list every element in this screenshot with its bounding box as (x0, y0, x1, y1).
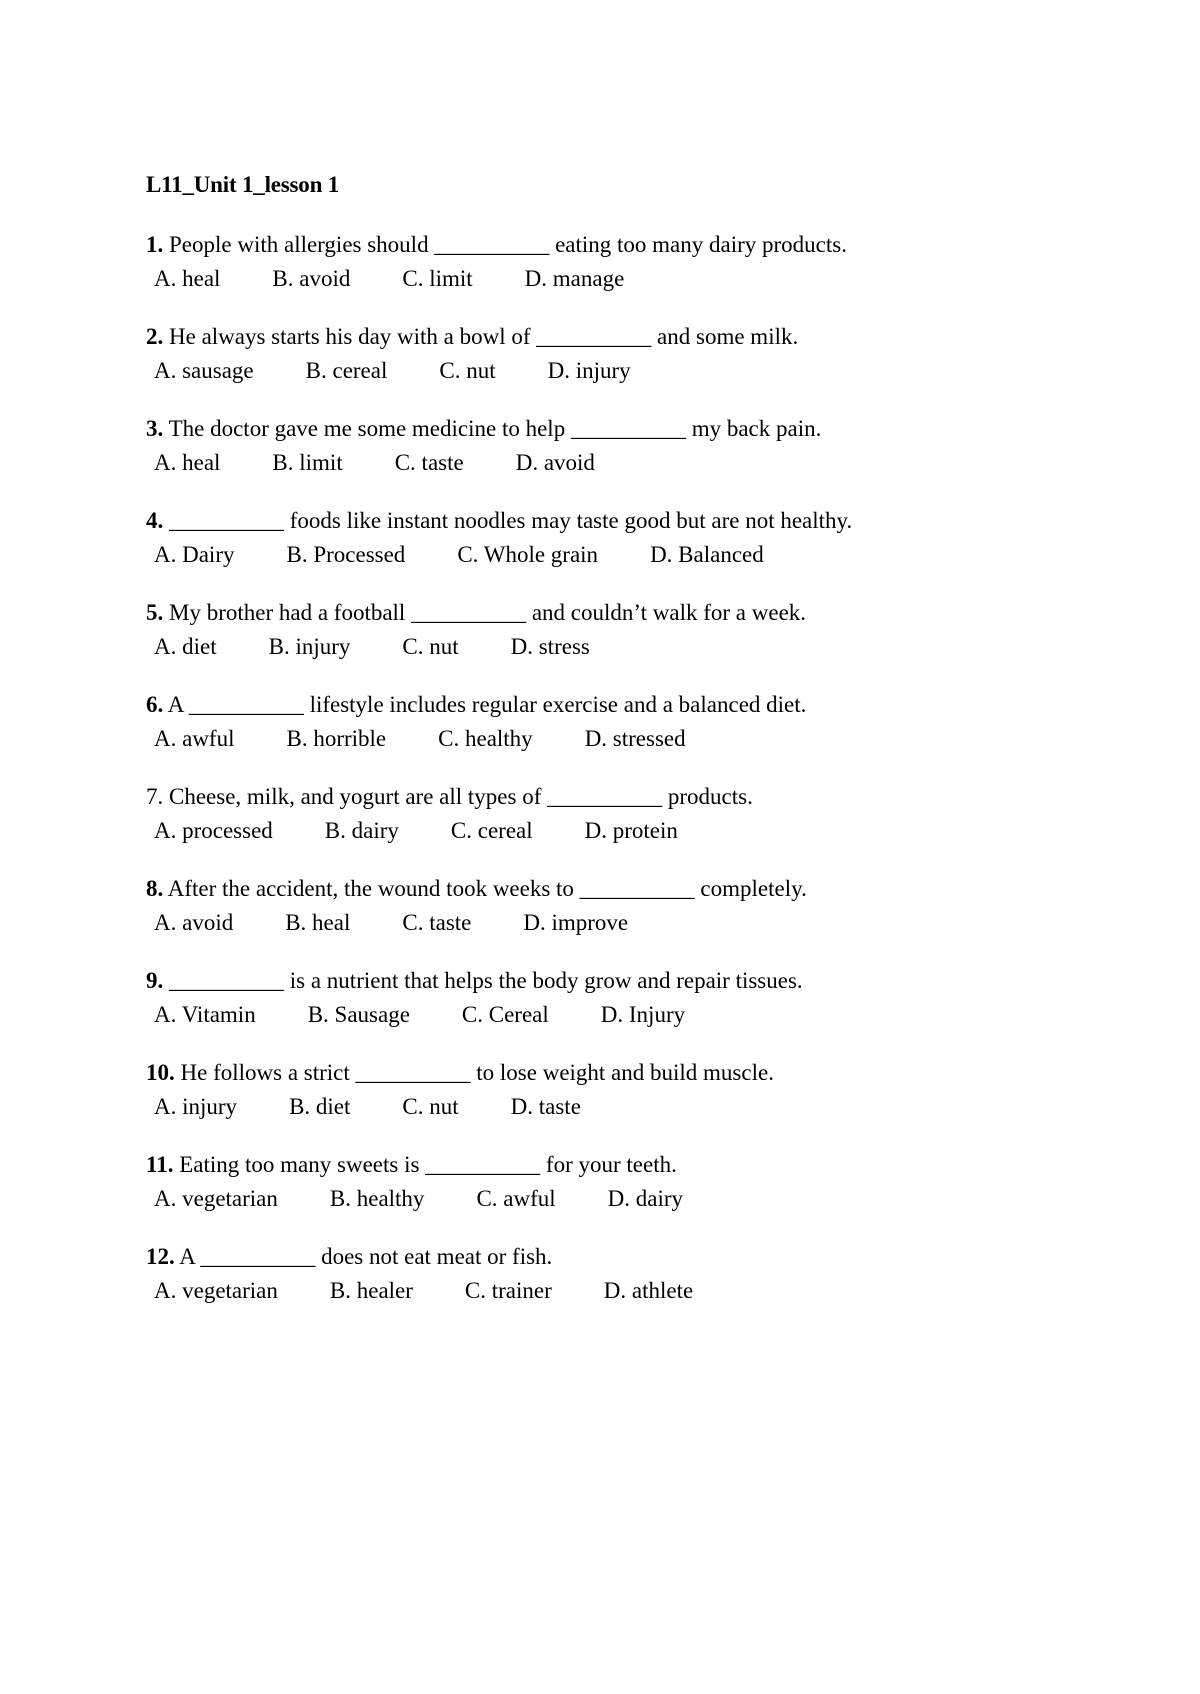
answer-options (146, 722, 1046, 756)
answer-options (146, 998, 1046, 1032)
option-a: A. heal (154, 266, 221, 291)
question-number: 12. (146, 1244, 175, 1269)
option-d: D. Balanced (650, 542, 764, 567)
question-7 (146, 780, 1046, 848)
question-text: The doctor gave me some medicine to help __________ my back pain. (163, 416, 822, 441)
option-a: A. avoid (154, 910, 234, 935)
question-stem (146, 1148, 1046, 1182)
option-a: A. Dairy (154, 542, 235, 567)
option-b: B. Processed (286, 542, 406, 567)
option-c: C. taste (394, 450, 464, 475)
option-a: A. heal (154, 450, 221, 475)
option-b: B. heal (285, 910, 351, 935)
question-number: 4. (146, 508, 164, 533)
option-d: D. athlete (603, 1278, 694, 1303)
answer-options (146, 906, 1046, 940)
option-c: C. healthy (438, 726, 533, 751)
question-stem (146, 504, 1046, 538)
option-b: B. healthy (329, 1186, 425, 1211)
question-number: 1. (146, 232, 164, 257)
page-title: L11_Unit 1_lesson 1 (146, 172, 340, 197)
option-c: C. taste (402, 910, 472, 935)
option-d: D. protein (584, 818, 678, 843)
option-c: C. cereal (450, 818, 533, 843)
question-text: __________ foods like instant noodles may taste good but are not healthy. (163, 508, 853, 533)
option-d: D. taste (510, 1094, 581, 1119)
answer-options (146, 814, 1046, 848)
question-stem (146, 1056, 1046, 1090)
question-list (146, 228, 1046, 1308)
question-number: 10. (146, 1060, 175, 1085)
question-9 (146, 964, 1046, 1032)
question-stem (146, 964, 1046, 998)
option-b: B. cereal (305, 358, 388, 383)
option-c: C. Cereal (461, 1002, 549, 1027)
option-d: D. Injury (600, 1002, 686, 1027)
question-number: 8. (146, 876, 164, 901)
answer-options (146, 538, 1046, 572)
question-stem (146, 1240, 1046, 1274)
question-stem (146, 596, 1046, 630)
answer-options (146, 1090, 1046, 1124)
option-d: D. injury (547, 358, 631, 383)
question-text: He always starts his day with a bowl of __________ and some milk. (163, 324, 799, 349)
answer-options (146, 446, 1046, 480)
option-c: C. nut (439, 358, 496, 383)
option-c: C. nut (402, 1094, 459, 1119)
question-6 (146, 688, 1046, 756)
question-5 (146, 596, 1046, 664)
option-c: C. nut (402, 634, 459, 659)
option-b: B. avoid (272, 266, 351, 291)
question-number: 5. (146, 600, 164, 625)
option-b: B. dairy (324, 818, 399, 843)
question-number: 3. (146, 416, 164, 441)
question-2 (146, 320, 1046, 388)
option-b: B. diet (289, 1094, 351, 1119)
question-text: __________ is a nutrient that helps the body grow and repair tissues. (163, 968, 803, 993)
question-text: My brother had a football __________ and couldn’t walk for a week. (163, 600, 807, 625)
option-a: A. sausage (154, 358, 254, 383)
question-text: Cheese, milk, and yogurt are all types of __________ products. (163, 784, 753, 809)
question-stem (146, 228, 1046, 262)
question-4 (146, 504, 1046, 572)
question-stem (146, 688, 1046, 722)
answer-options (146, 354, 1046, 388)
question-11 (146, 1148, 1046, 1216)
option-d: D. dairy (607, 1186, 684, 1211)
question-number: 11. (146, 1152, 174, 1177)
question-3 (146, 412, 1046, 480)
option-a: A. injury (154, 1094, 238, 1119)
option-b: B. healer (329, 1278, 413, 1303)
question-stem (146, 320, 1046, 354)
option-d: D. manage (524, 266, 625, 291)
option-a: A. vegetarian (154, 1278, 278, 1303)
option-c: C. awful (476, 1186, 556, 1211)
option-b: B. Sausage (307, 1002, 410, 1027)
option-a: A. vegetarian (154, 1186, 278, 1211)
option-d: D. stress (510, 634, 590, 659)
question-1 (146, 228, 1046, 296)
option-b: B. horrible (286, 726, 387, 751)
option-a: A. diet (154, 634, 217, 659)
option-d: D. improve (523, 910, 629, 935)
option-a: A. awful (154, 726, 235, 751)
question-text: People with allergies should __________ eating too many dairy products. (163, 232, 847, 257)
question-text: Eating too many sweets is __________ for your teeth. (173, 1152, 677, 1177)
question-number: 7. (146, 784, 164, 809)
option-d: D. avoid (515, 450, 595, 475)
option-b: B. limit (272, 450, 343, 475)
question-number: 6. (146, 692, 164, 717)
answer-options (146, 630, 1046, 664)
question-12 (146, 1240, 1046, 1308)
option-c: C. trainer (464, 1278, 552, 1303)
question-text: After the accident, the wound took weeks to __________ completely. (163, 876, 807, 901)
question-stem (146, 780, 1046, 814)
question-number: 2. (146, 324, 164, 349)
worksheet-page (146, 168, 1046, 1332)
option-a: A. Vitamin (154, 1002, 256, 1027)
question-stem (146, 412, 1046, 446)
option-b: B. injury (268, 634, 351, 659)
question-text: A __________ lifestyle includes regular exercise and a balanced diet. (163, 692, 807, 717)
option-c: C. Whole grain (457, 542, 599, 567)
question-text: He follows a strict __________ to lose weight and build muscle. (174, 1060, 774, 1085)
question-10 (146, 1056, 1046, 1124)
question-8 (146, 872, 1046, 940)
option-d: D. stressed (584, 726, 686, 751)
question-stem (146, 872, 1046, 906)
question-number: 9. (146, 968, 164, 993)
option-c: C. limit (402, 266, 473, 291)
option-a: A. processed (154, 818, 273, 843)
answer-options (146, 1182, 1046, 1216)
question-text: A __________ does not eat meat or fish. (174, 1244, 553, 1269)
answer-options (146, 262, 1046, 296)
answer-options (146, 1274, 1046, 1308)
